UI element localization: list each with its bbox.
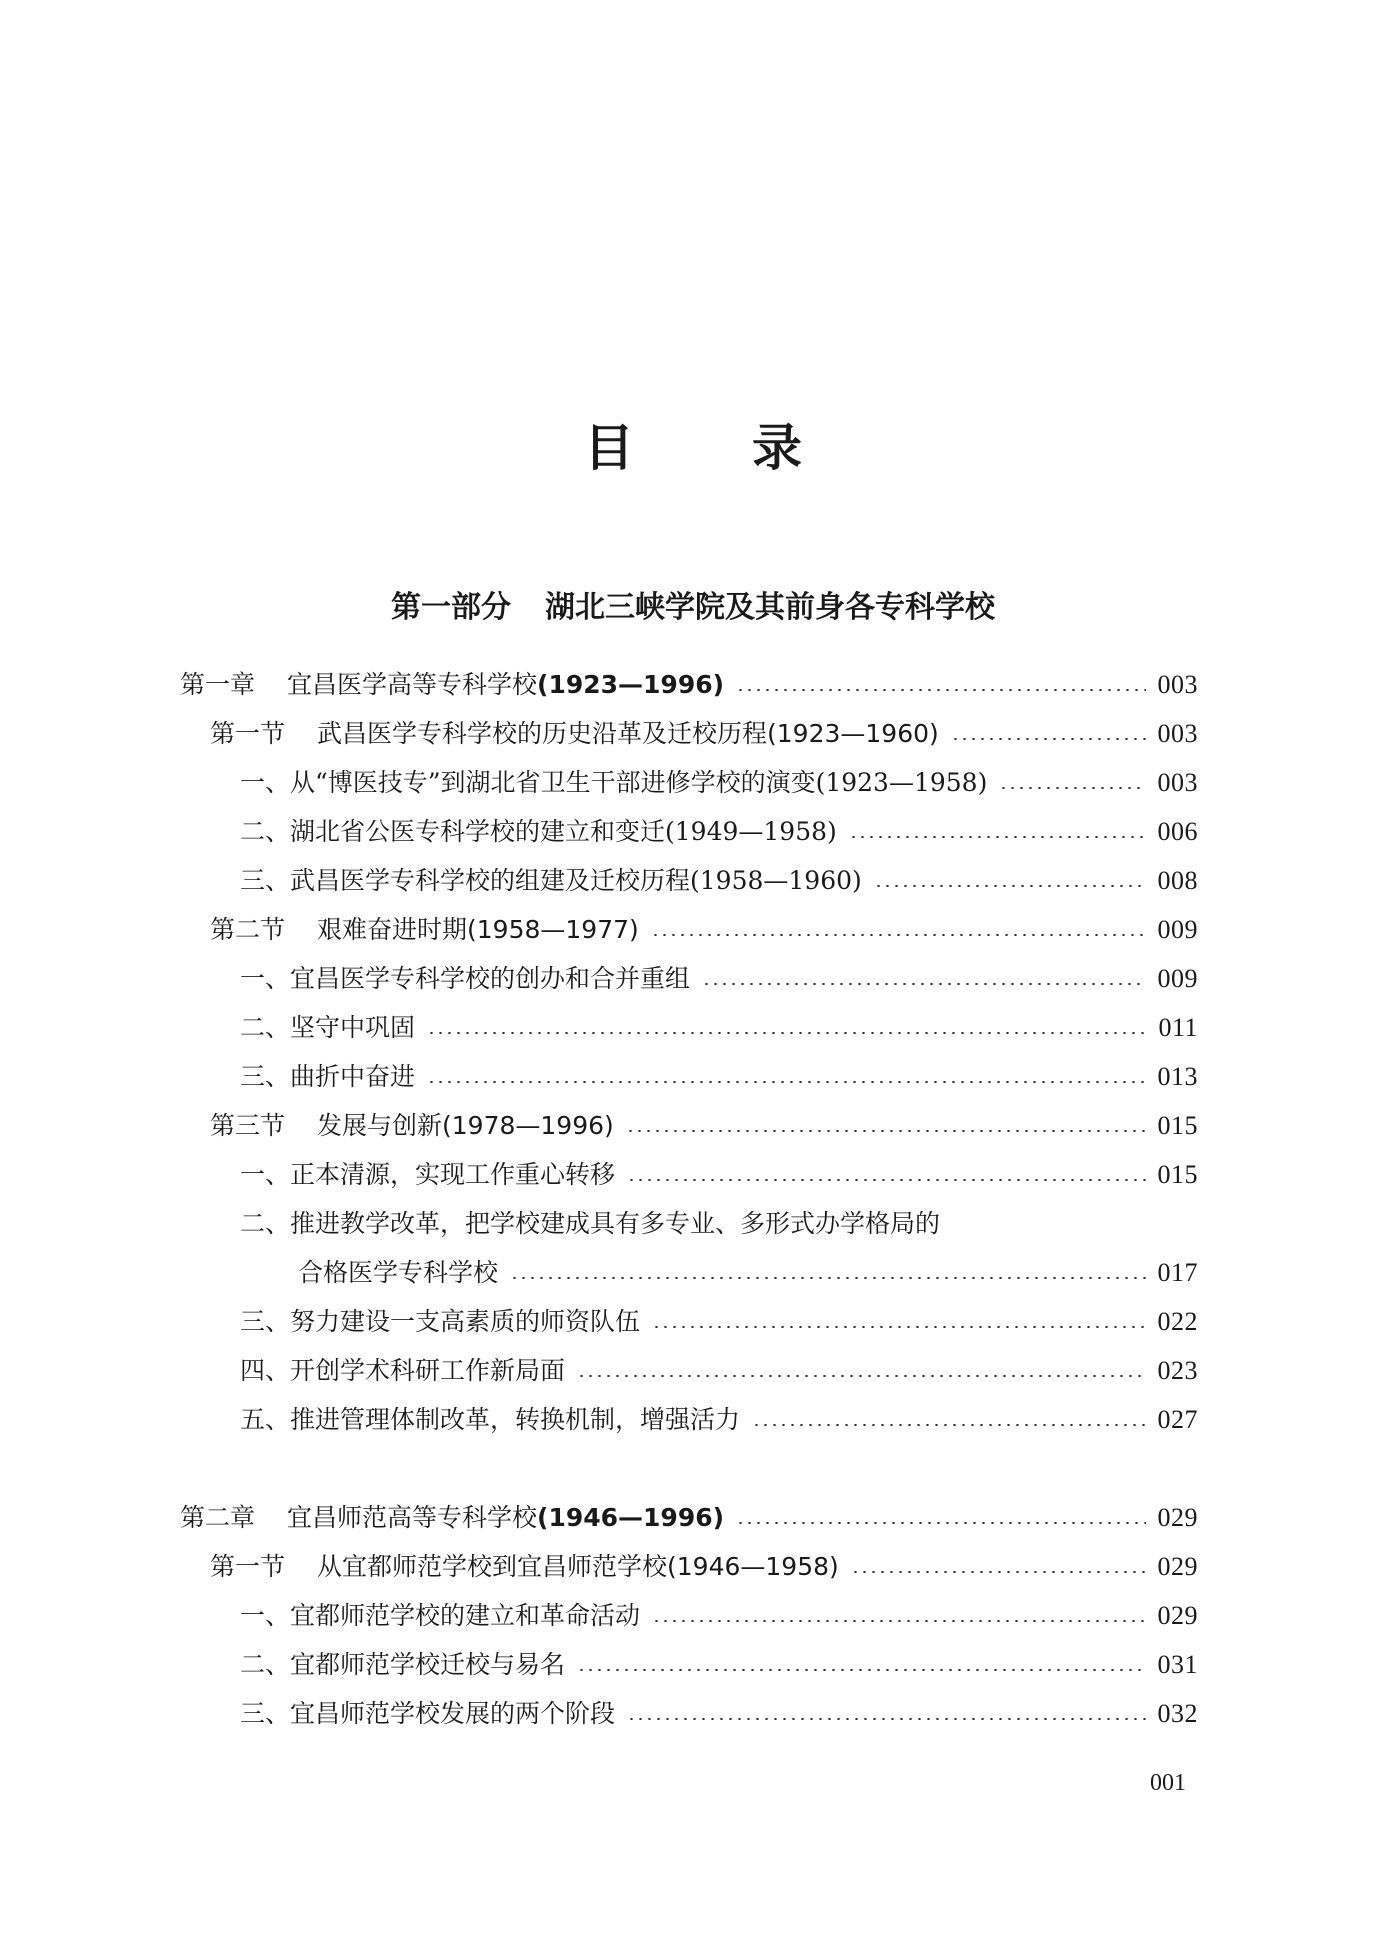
toc-section[interactable] xyxy=(210,910,1198,950)
section-label: 第一节 xyxy=(210,1552,286,1581)
section-title: 发展与创新(1978—1996) xyxy=(317,1111,614,1140)
toc-item[interactable] xyxy=(240,763,1198,803)
item-title: 四、开创学术科研工作新局面 xyxy=(240,1356,566,1385)
page-number: 027 xyxy=(1157,1405,1198,1434)
page-number: 003 xyxy=(1157,670,1198,699)
item-title: 三、曲折中奋进 xyxy=(240,1062,416,1091)
item-title: 一、宜都师范学校的建立和革命活动 xyxy=(240,1601,641,1630)
toc-item[interactable] xyxy=(240,1008,1198,1048)
item-title: 一、从“博医技专”到湖北省卫生干部进修学校的演变(1923—1958) xyxy=(240,768,988,797)
item-title: 合格医学专科学校 xyxy=(298,1258,499,1287)
chapter-title: 宜昌师范高等专科学校(1946—1996) xyxy=(287,1503,725,1532)
page-number: 003 xyxy=(1157,768,1198,797)
dot-leader xyxy=(736,1522,1145,1524)
page-number: 029 xyxy=(1157,1552,1198,1581)
chapter-title: 宜昌医学高等专科学校(1923—1996) xyxy=(287,670,725,699)
dot-leader xyxy=(736,689,1145,691)
toc-item[interactable] xyxy=(240,861,1198,901)
section-title: 艰难奋进时期(1958—1977) xyxy=(317,915,639,944)
dot-leader xyxy=(652,1620,1145,1622)
section-title: 从宜都师范学校到宜昌师范学校(1946—1958) xyxy=(317,1552,839,1581)
section-label: 第二节 xyxy=(210,915,286,944)
page-number: 013 xyxy=(1157,1062,1198,1091)
dot-leader xyxy=(999,787,1145,789)
dot-leader xyxy=(627,1718,1145,1720)
page-number: 022 xyxy=(1157,1307,1198,1336)
item-title: 三、武昌医学专科学校的组建及迁校历程(1958—1960) xyxy=(240,866,862,895)
page-number: 023 xyxy=(1157,1356,1198,1385)
dot-leader xyxy=(427,1081,1145,1083)
toc-item[interactable] xyxy=(240,1057,1198,1097)
dot-leader xyxy=(874,885,1146,887)
toc-section[interactable] xyxy=(210,714,1198,754)
footer-page-number: 001 xyxy=(1150,1770,1186,1796)
toc-item[interactable] xyxy=(240,1596,1198,1636)
dot-leader xyxy=(627,1179,1145,1181)
toc-item[interactable] xyxy=(240,1302,1198,1342)
page-number: 008 xyxy=(1157,866,1198,895)
section-label: 第一节 xyxy=(210,719,286,748)
page-number: 006 xyxy=(1157,817,1198,846)
item-title: 二、湖北省公医专科学校的建立和变迁(1949—1958) xyxy=(240,817,837,846)
page-title: 目录 xyxy=(584,419,920,477)
item-title: 二、坚守中巩固 xyxy=(240,1013,416,1042)
dot-leader xyxy=(849,836,1146,838)
dot-leader xyxy=(652,1326,1145,1328)
toc-item[interactable] xyxy=(240,959,1198,999)
toc-item[interactable] xyxy=(240,812,1198,852)
toc-item[interactable] xyxy=(298,1253,1198,1293)
page-number: 032 xyxy=(1157,1699,1198,1728)
page-number: 009 xyxy=(1157,915,1198,944)
item-title: 三、宜昌师范学校发展的两个阶段 xyxy=(240,1699,616,1728)
dot-leader xyxy=(851,1571,1146,1573)
dot-leader xyxy=(626,1130,1146,1132)
dot-leader xyxy=(577,1375,1145,1377)
toc-item[interactable] xyxy=(240,1694,1198,1734)
page-number: 031 xyxy=(1157,1650,1198,1679)
page-number: 003 xyxy=(1157,719,1198,748)
dot-leader xyxy=(427,1032,1146,1034)
page-number: 009 xyxy=(1157,964,1198,993)
dot-leader xyxy=(577,1669,1145,1671)
dot-leader xyxy=(951,738,1146,740)
toc-chapter-2[interactable] xyxy=(180,1498,1198,1538)
part-name: 湖北三峡学院及其前身各专科学校 xyxy=(545,590,995,625)
item-title: 五、推进管理体制改革，转换机制，增强活力 xyxy=(240,1405,741,1434)
toc-item[interactable] xyxy=(240,1645,1198,1685)
toc-item[interactable] xyxy=(240,1155,1198,1195)
chapter-label: 第一章 xyxy=(180,670,256,699)
item-title: 一、宜昌医学专科学校的创办和合并重组 xyxy=(240,964,691,993)
chapter-label: 第二章 xyxy=(180,1503,256,1532)
dot-leader xyxy=(702,983,1145,985)
page-number: 017 xyxy=(1157,1258,1198,1287)
item-title: 三、努力建设一支高素质的师资队伍 xyxy=(240,1307,641,1336)
part-label: 第一部分 xyxy=(391,590,511,625)
toc-item-first-line[interactable]: 二、推进教学改革，把学校建成具有多专业、多形式办学格局的 xyxy=(240,1209,941,1238)
page-number: 015 xyxy=(1157,1160,1198,1189)
toc-section[interactable] xyxy=(210,1106,1198,1146)
toc-section[interactable] xyxy=(210,1547,1198,1587)
dot-leader xyxy=(510,1277,1145,1279)
page-number: 029 xyxy=(1157,1503,1198,1532)
item-title: 二、宜都师范学校迁校与易名 xyxy=(240,1650,566,1679)
item-title: 一、正本清源，实现工作重心转移 xyxy=(240,1160,616,1189)
dot-leader xyxy=(752,1424,1145,1426)
dot-leader xyxy=(651,934,1146,936)
page-number: 029 xyxy=(1157,1601,1198,1630)
toc-item[interactable] xyxy=(240,1351,1198,1391)
section-title: 武昌医学专科学校的历史沿革及迁校历程(1923—1960) xyxy=(317,719,939,748)
toc-chapter-1[interactable] xyxy=(180,665,1198,705)
page-number: 015 xyxy=(1157,1111,1198,1140)
page-number: 011 xyxy=(1158,1013,1198,1042)
toc-item[interactable] xyxy=(240,1400,1198,1440)
section-label: 第三节 xyxy=(210,1111,286,1140)
